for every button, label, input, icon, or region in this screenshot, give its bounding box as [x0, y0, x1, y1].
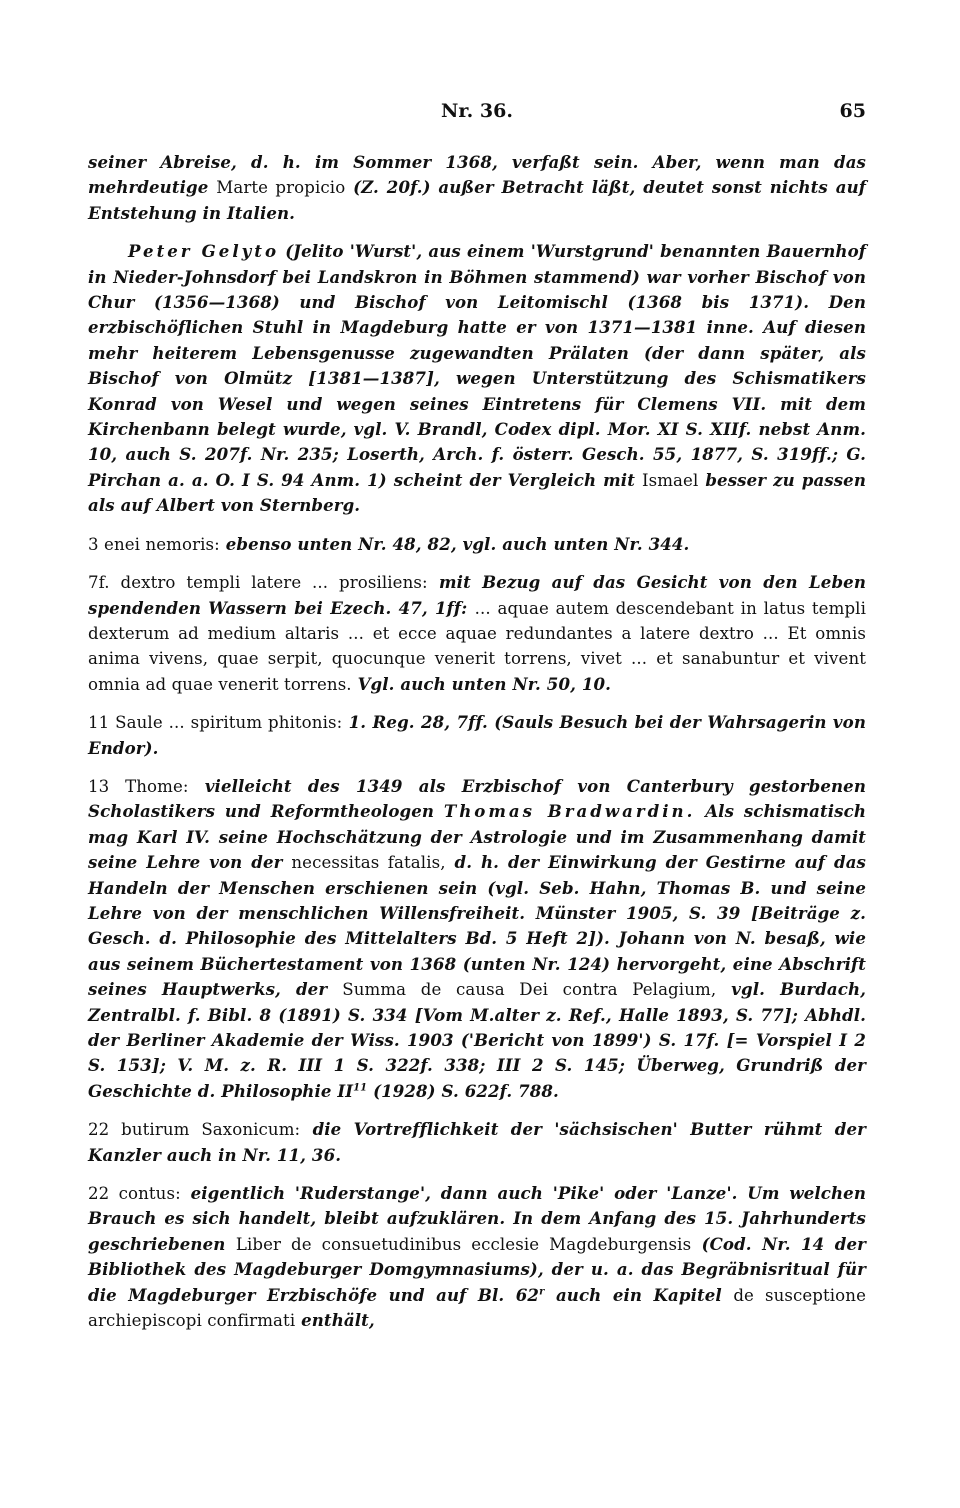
latin-quote: ... aquae autem descendebant in latus templi dexterum ad medium altaris ... et ecce aquae redundantes a latere dextro ... Et omnis anima vivens, quae serpit, quocunque venerit torrens, vivet ... et sanabuntur et vivent omnia ad quae venerit torrens. [88, 598, 866, 694]
commentary: auch ein Kapitel [544, 1284, 734, 1305]
text-run: Ismael [641, 470, 699, 490]
lemma: 7f. dextro templi latere ... prosiliens: [88, 573, 428, 593]
commentary: die Vortrefflichkeit der 'sächsischen' Butter rühmt der Kanzler auch in Nr. 11, 36. [88, 1119, 866, 1165]
page [88, 100, 866, 1333]
commentary: (1928) S. 622f. 788. [367, 1080, 559, 1101]
paragraph-continuation [88, 150, 866, 226]
text-run: (Z. 20f.) außer Betracht läßt, deutet sonst nichts auf Entstehung in Italien. [88, 177, 866, 223]
latin-title: Liber de consuetudinibus ecclesie Magdeburgensis [235, 1234, 692, 1254]
lemma: 3 enei nemoris: [88, 534, 220, 554]
name-spaced: Peter Gelyto [128, 241, 280, 262]
commentary: mit Bezug auf das Gesicht von den Leben spendenden Wassern bei Ezech. 47, 1ff: [88, 572, 866, 618]
note-line-13 [88, 774, 866, 1104]
superscript: 11 [353, 1082, 368, 1094]
commentary: enthält, [295, 1310, 375, 1331]
note-line-3 [88, 532, 866, 557]
commentary: vielleicht des 1349 als Erzbischof von Canterbury gestorbenen Scholastikers und Reformtheologen [88, 775, 866, 822]
commentary: eigentlich 'Ruderstange', dann auch 'Pike' oder 'Lanze'. Um welchen Brauch es sich handelt, bleibt aufzuklären. In dem Anfang des 15. Jahrhunderts geschriebenen [88, 1183, 866, 1254]
text-run: besser zu passen als auf Albert von Sternberg. [88, 469, 866, 516]
lemma: 11 Saule ... spiritum phitonis: [88, 713, 343, 733]
note-line-7 [88, 570, 866, 697]
commentary: 1. Reg. 28, 7ff. (Sauls Besuch bei der Wahrsagerin von Endor). [88, 712, 866, 758]
note-line-22-contus [88, 1181, 866, 1333]
superscript: r [539, 1286, 545, 1298]
latin-term: necessitas fatalis, [291, 853, 446, 873]
name-spaced: Thomas Bradwardin. [443, 801, 696, 822]
commentary: (Cod. Nr. 14 der Bibliothek des Magdeburger Domgymnasiums), der u. a. das Begräbnisritual für die Magdeburger Erzbischöfe und auf Bl. 62 [88, 1233, 866, 1305]
paragraph-peter-gelyto [88, 239, 866, 518]
commentary: d. h. der Einwirkung der Gestirne auf das Handeln der Menschen erschienen sein (vgl. Seb. Hahn, Thomas B. und seine Lehre von der menschlichen Willensfreiheit. Münster 1905, S. 39 [Beiträge z. Gesch. d. Philosophie des Mittelalters Bd. 5 Heft 2]). Johann von N. besaß, wie aus seinem Büchertestament von 1368 (unten Nr. 124) hervorgeht, eine Abschrift seines Hauptwerks, der [88, 852, 866, 1000]
text-run: Marte propicio [216, 178, 346, 198]
text-run: seiner Abreise, d. h. im Sommer 1368, verfaßt sein. Aber, wenn man das mehrdeutige [88, 152, 866, 198]
lemma: 22 contus: [88, 1184, 181, 1204]
commentary: Vgl. auch unten Nr. 50, 10. [351, 673, 612, 694]
latin-title: de susceptione archiepiscopi confirmati [88, 1285, 866, 1331]
latin-title: Summa de causa Dei contra Pelagium, [342, 980, 717, 1000]
page-header [88, 100, 866, 130]
document-number: Nr. 36. [441, 100, 513, 122]
lemma: 22 butirum Saxonicum: [88, 1120, 301, 1140]
commentary: ebenso unten Nr. 48, 82, vgl. auch unten Nr. 344. [219, 533, 690, 554]
text-run: (Jelito 'Wurst', aus einem 'Wurstgrund' benannten Bauernhof in Nieder-Johnsdorf bei Landskron in Böhmen stammend) war vorher Bischof von Chur (1356—1368) und Bischof von Leitomischl (1368 bis 1371). Den erzbischöflichen Stuhl in Magdeburg hatte er von 1371—1381 inne. Auf diesen mehr heiterem Lebensgenusse zugewandten Prälaten (der dann später, als Bischof von Olmütz [1381—1387], wegen Unterstützung des Schismatikers Konrad von Wesel und wegen seines Eintretens für Clemens VII. mit dem Kirchenbann belegt wurde, vgl. V. Brandl, Codex dipl. Mor. XI S. XIIf. nebst Anm. 10, auch S. 207f. Nr. 235; Loserth, Arch. f. österr. Gesch. 55, 1877, S. 319ff.; G. Pirchan a. a. O. I S. 94 Anm. 1) scheint der Vergleich mit [88, 241, 866, 490]
note-line-22-butirum [88, 1117, 866, 1168]
lemma: 13 Thome: [88, 776, 189, 796]
note-line-11 [88, 710, 866, 761]
page-number: 65 [839, 100, 866, 122]
commentary: vgl. Burdach, Zentralbl. f. Bibl. 8 (1891) S. 334 [Vom M.alter z. Ref., Halle 1893, S. 77]; Abhdl. der Berliner Akademie der Wiss. 1903 ('Bericht von 1899') S. 17f. [= Vorspiel I 2 S. 153]; V. M. z. R. III 1 S. 322f. 338; III 2 S. 145; Überweg, Grundriß der Geschichte d. Philosophie II [88, 979, 866, 1101]
commentary: Als schismatisch mag Karl IV. seine Hochschätzung der Astrologie und im Zusammenhang damit seine Lehre von der [88, 801, 866, 873]
